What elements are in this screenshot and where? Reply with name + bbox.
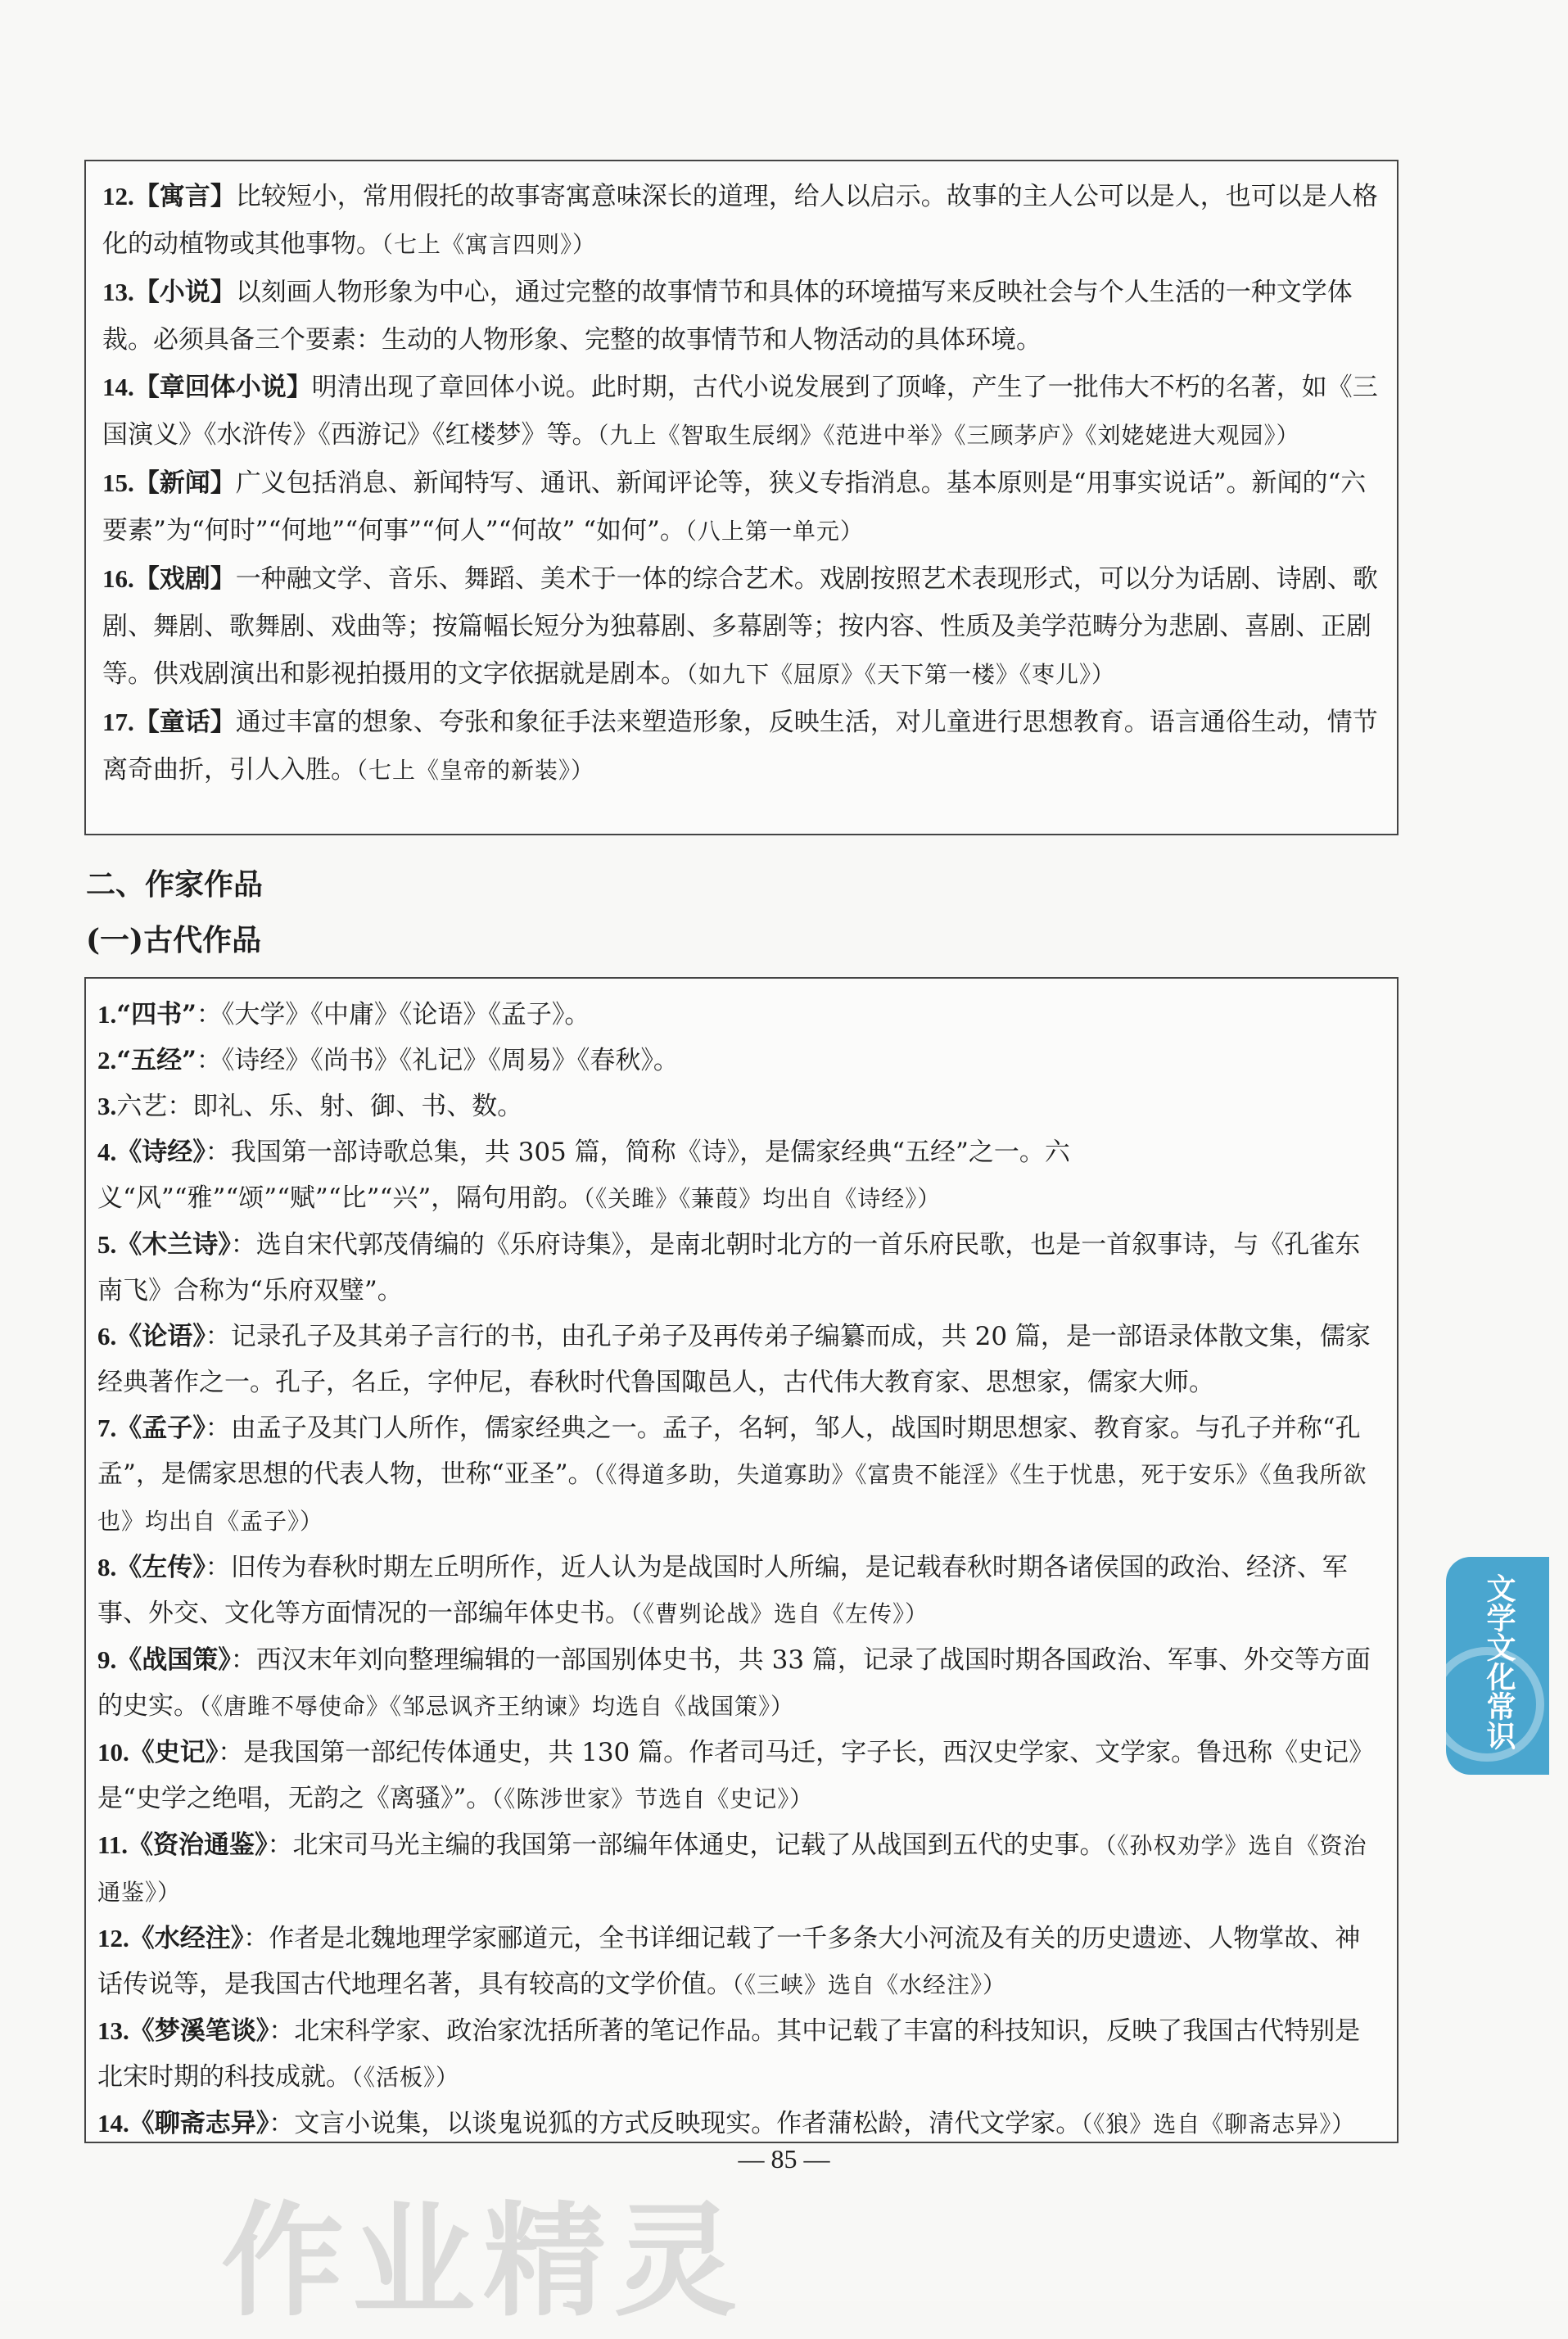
side-tab-label: 文学文化常识: [1482, 1573, 1516, 1750]
entry-num: 5.: [97, 1230, 117, 1259]
entry-item: [97, 1222, 1379, 1314]
entry-src: （九上《智取生辰纲》《范进中举》《三顾茅庐》《刘姥姥进大观园》）: [597, 422, 1300, 449]
entry-term: 【童话】: [133, 708, 236, 737]
entry-num: 7.: [97, 1414, 117, 1442]
entry-src: （七上《皇帝的新装》）: [356, 757, 595, 784]
entry-term: 《孟子》: [116, 1414, 206, 1443]
entry-term: 《梦溪笔谈》: [129, 2016, 269, 2046]
entry-term: 《木兰诗》: [116, 1230, 231, 1260]
entry-num: 1.: [97, 1000, 117, 1029]
entry-term: 【章回体小说】: [133, 373, 312, 402]
entry-num: 6.: [97, 1322, 117, 1350]
literary-genres-box: [84, 160, 1399, 835]
entry-num: 14.: [102, 373, 134, 401]
entry-src: （《关雎》《蒹葭》均出自《诗经》）: [583, 1185, 942, 1212]
entry-src: （八上第一单元）: [685, 518, 864, 545]
entry-num: 10.: [97, 1738, 129, 1767]
entry-text: ：记录孔子及其弟子言行的书，由孔子弟子及再传弟子编纂而成，共 20 篇，是一部语录体散文集，儒家经典著作之一。孔子，名丘，字仲尼，春秋时代鲁国陬邑人，古代伟大教育家、思想家，儒家大师。: [97, 1322, 1371, 1397]
entry-src: （《活板》）: [351, 2064, 460, 2091]
entry-term: 《战国策》: [116, 1645, 231, 1675]
watermark: 作业精灵: [221, 2191, 746, 2333]
entry-term: 【小说】: [133, 278, 236, 307]
entry-item: [97, 1405, 1379, 1545]
entry-term: 《论语》: [116, 1322, 206, 1351]
entry-text: ：作者是北魏地理学家郦道元，全书详细记载了一千多条大小河流及有关的历史遗迹、人物掌故、神话传说等，是我国古代地理名著，具有较高的文学价值。: [97, 1924, 1361, 1999]
entry-term: 《史记》: [129, 1738, 219, 1767]
section-title: 二、作家作品: [86, 867, 264, 902]
entry-text: 广义包括消息、新闻特写、通讯、新闻评论等，狭义专指消息。基本原则是“用事实说话”。新闻的“六要素”为“何时”“何地”“何事”“何人”“何故” “如何”。: [102, 468, 1367, 545]
entry-src: （《陈涉世家》节选自《史记》）: [491, 1785, 814, 1812]
side-tab: [1446, 1557, 1549, 1775]
entry-num: 11.: [97, 1830, 129, 1859]
entry-term: 《诗经》: [116, 1138, 206, 1167]
entry-num: 14.: [97, 2109, 129, 2138]
entry-src: （《三峡》选自《水经注》）: [732, 1971, 1007, 1998]
entry-text: ：北宋司马光主编的我国第一部编年体通史，记载了从战国到五代的史事。: [267, 1830, 1105, 1860]
entry-item: [97, 1038, 1379, 1084]
entry-item: [102, 173, 1379, 269]
entry-num: 9.: [97, 1645, 117, 1674]
entry-term: 《水经注》: [129, 1924, 244, 1953]
entry-term: “四书”: [116, 1000, 197, 1029]
entry-item: [97, 1637, 1379, 1730]
entry-item: [97, 1129, 1379, 1222]
entry-num: 16.: [102, 564, 134, 593]
entry-term: “五经”: [116, 1046, 197, 1075]
entry-src: （《孙权劝学》选自《资治通鉴》）: [97, 1832, 1367, 1906]
entry-item: [97, 1084, 1379, 1129]
entry-text: 通过丰富的想象、夸张和象征手法来塑造形象，反映生活，对儿童进行思想教育。语言通俗生动，情节离奇曲折，引人入胜。: [102, 708, 1378, 785]
entry-num: 15.: [102, 468, 134, 497]
entry-num: 13.: [97, 2016, 129, 2045]
entry-text: 明清出现了章回体小说。此时期，古代小说发展到了顶峰，产生了一批伟大不朽的名著，如《三国演义》《水浒传》《西游记》《红楼梦》等。: [102, 373, 1378, 450]
entry-term: 【新闻】: [133, 468, 236, 498]
entry-src: （《狼》选自《聊斋志异》）: [1081, 2111, 1356, 2138]
entry-item: [97, 2101, 1379, 2147]
box2-entries: [97, 992, 1379, 2147]
entry-text: ：由孟子及其门人所作，儒家经典之一。孟子，名轲，邹人，战国时期思想家、教育家。与孔子并称“孔孟”，是儒家思想的代表人物，世称“亚圣”。: [97, 1414, 1361, 1489]
entry-item: [97, 1730, 1379, 1822]
entry-src: （《曹刿论战》选自《左传》）: [630, 1600, 929, 1627]
entry-num: 12.: [102, 182, 134, 210]
entry-text: ：我国第一部诗歌总集，共 305 篇，简称《诗》，是儒家经典“五经”之一。六义“风”“雅”“颂”“赋”“比”“兴”，隔句用韵。: [97, 1138, 1070, 1213]
entry-term: 《左传》: [116, 1553, 206, 1582]
entry-item: [102, 555, 1379, 699]
entry-text: ：旧传为春秋时期左丘明所作，近人认为是战国时人所编，是记载春秋时期各诸侯国的政治、经济、军事、外交、文化等方面情况的一部编年体史书。: [97, 1553, 1348, 1628]
entry-text: ：是我国第一部纪传体通史，共 130 篇。作者司马迁，字子长，西汉史学家、文学家。鲁迅称《史记》是“史学之绝唱，无韵之《离骚》”。: [97, 1738, 1375, 1813]
entry-item: [97, 992, 1379, 1038]
entry-term: 《聊斋志异》: [129, 2109, 269, 2138]
entry-text: ：文言小说集，以谈鬼说狐的方式反映现实。作者蒲松龄，清代文学家。: [269, 2109, 1082, 2138]
entry-num: 12.: [97, 1924, 129, 1952]
entry-src: （如九下《屈原》《天下第一楼》《枣儿》）: [686, 661, 1116, 688]
entry-num: 2.: [97, 1046, 117, 1074]
entry-num: 3.: [97, 1092, 117, 1120]
entry-src: （《唐雎不辱使命》《邹忌讽齐王纳谏》均选自《战国策》）: [199, 1693, 795, 1720]
entry-item: [102, 269, 1379, 364]
entry-item: [97, 2008, 1379, 2101]
entry-text: 六艺：即礼、乐、射、御、书、数。: [116, 1092, 523, 1121]
entry-text: 以刻画人物形象为中心，通过完整的故事情节和具体的环境描写来反映社会与个人生活的一种文学体裁。必须具备三个要素：生动的人物形象、完整的故事情节和人物活动的具体环境。: [102, 278, 1353, 355]
entry-item: [102, 459, 1379, 555]
entry-text: ：北宋科学家、政治家沈括所著的笔记作品。其中记载了丰富的科技知识，反映了我国古代特别是北宋时期的科技成就。: [97, 2016, 1361, 2092]
entry-term: 《资治通鉴》: [128, 1830, 268, 1860]
entry-num: 17.: [102, 708, 134, 736]
entry-text: ：西汉末年刘向整理编辑的一部国别体史书，共 33 篇，记录了战国时期各国政治、军事、外交等方面的史实。: [97, 1645, 1371, 1721]
entry-item: [97, 1314, 1379, 1405]
entry-num: 4.: [97, 1138, 117, 1166]
entry-text: 比较短小，常用假托的故事寄寓意味深长的道理，给人以启示。故事的主人公可以是人，也可以是人格化的动植物或其他事物。: [102, 182, 1378, 259]
box1-entries: [102, 173, 1379, 794]
entry-text: ：《大学》《中庸》《论语》《孟子》。: [196, 1000, 590, 1029]
entry-src: （七上《寓言四则》）: [382, 231, 597, 258]
entry-item: [97, 1916, 1379, 2008]
entry-item: [97, 1822, 1379, 1916]
entry-num: 13.: [102, 278, 134, 306]
entry-item: [102, 364, 1379, 459]
entry-item: [97, 1545, 1379, 1637]
entry-text: ：选自宋代郭茂倩编的《乐府诗集》，是南北朝时北方的一首乐府民歌，也是一首叙事诗，与《孔雀东南飞》合称为“乐府双璧”。: [97, 1230, 1361, 1305]
page-number: — 85 —: [738, 2144, 830, 2174]
entry-num: 8.: [97, 1553, 117, 1581]
entry-item: [102, 699, 1379, 794]
entry-term: 【戏剧】: [133, 564, 236, 594]
entry-text: 一种融文学、音乐、舞蹈、美术于一体的综合艺术。戏剧按照艺术表现形式，可以分为话剧、诗剧、歌剧、舞剧、歌舞剧、戏曲等；按篇幅长短分为独幕剧、多幕剧等；按内容、性质及美学范畴分为悲剧、喜剧、正剧等。供戏剧演出和影视拍摄用的文字依据就是剧本。: [102, 564, 1378, 689]
entry-text: ：《诗经》《尚书》《礼记》《周易》《春秋》。: [196, 1046, 679, 1075]
subsection-title: (一)古代作品: [86, 923, 262, 957]
entry-term: 【寓言】: [133, 182, 236, 211]
ancient-works-box: [84, 977, 1399, 2143]
entry-src: （《得道多助，失道寡助》《富贵不能淫》《生于忧患，死于安乐》《鱼我所欲也》均出自《孟子》）: [97, 1461, 1367, 1535]
